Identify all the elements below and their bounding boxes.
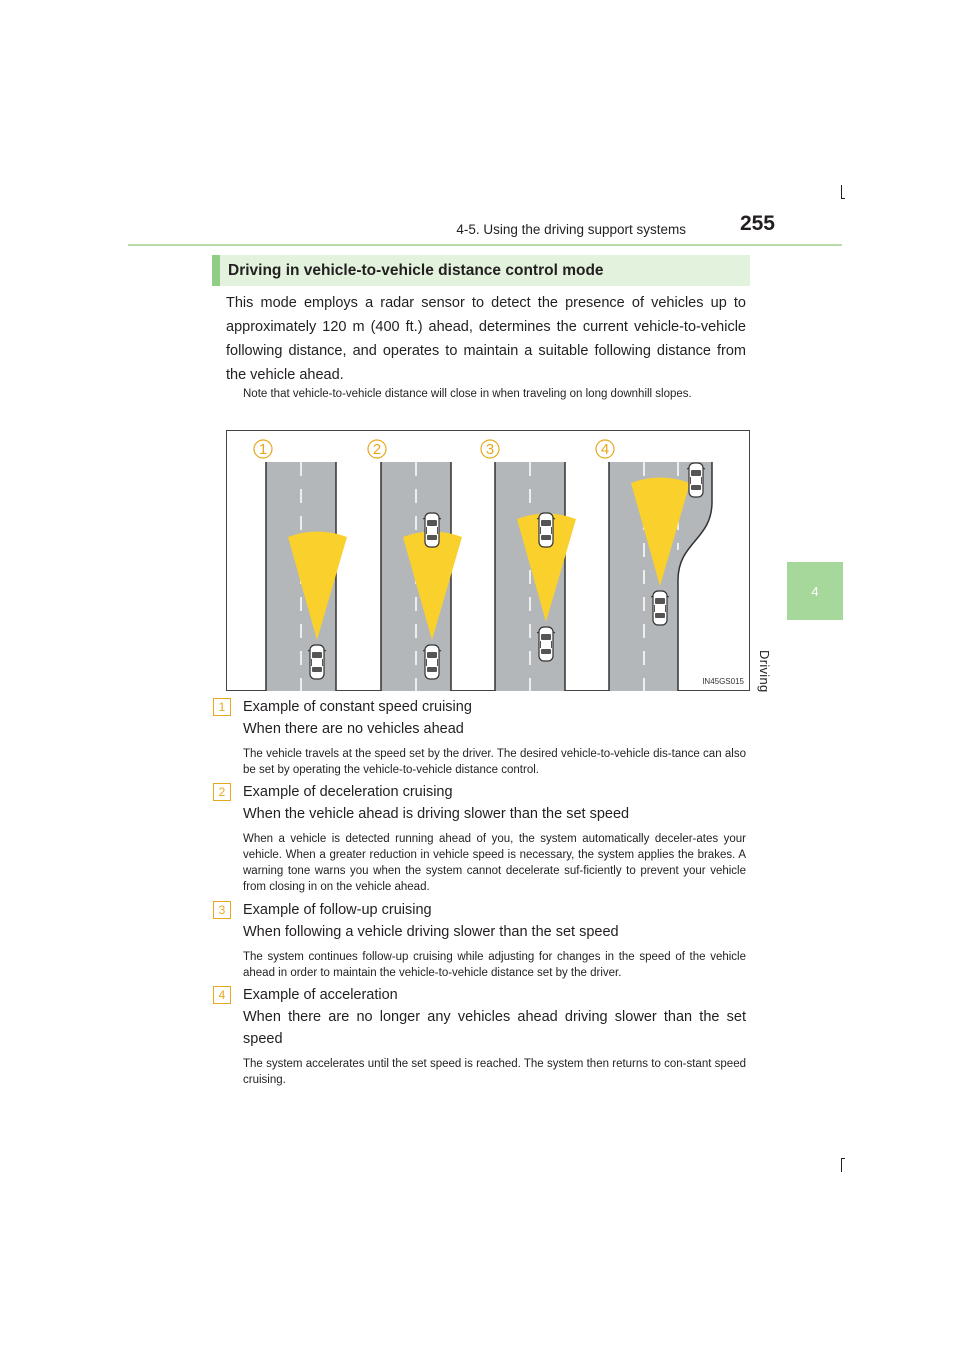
- item-description: The system continues follow-up cruising while adjusting for changes in the speed of the vehicle ahead in order to maintain the vehicle-to-vehicle distance set by the driver.: [243, 951, 746, 979]
- header-rule: [128, 244, 842, 246]
- item-description: The vehicle travels at the speed set by the driver. The desired vehicle-to-vehicle dis-tance can also be set by operating the vehicle-to-vehicle distance control.: [243, 748, 746, 776]
- item-number-badge: 2: [213, 783, 231, 801]
- list-item: [213, 697, 746, 778]
- item-condition: When following a vehicle driving slower than the set speed: [243, 924, 619, 940]
- item-title: Example of deceleration cruising: [243, 784, 453, 800]
- intro-note: Note that vehicle-to-vehicle distance will close in when traveling on long downhill slopes.: [243, 388, 692, 400]
- vehicle-changed-lane-4: [687, 463, 705, 497]
- panel-4-number: 4: [600, 441, 610, 458]
- list-item: [213, 985, 746, 1088]
- panel-3-number: 3: [485, 441, 495, 458]
- page-number: 255: [739, 212, 775, 235]
- running-header: 4-5. Using the driving support systems: [456, 222, 686, 237]
- panel-3: [481, 440, 576, 691]
- intro-paragraph: This mode employs a radar sensor to detect the presence of vehicles up to approximately 120 m (400 ft.) ahead, determines the current vehicle-to-vehicle following distance, and operates to maintain a suitable following distance from the vehicle ahead.: [226, 295, 746, 383]
- radar-cruise-illustration: [226, 430, 750, 691]
- crop-mark-top: [841, 185, 842, 199]
- own-vehicle-1: [308, 645, 326, 679]
- item-description: When a vehicle is detected running ahead of you, the system automatically deceler-ates your vehicle. When a greater reduction in vehicle speed is necessary, the system applies the brakes. A warning tone warns you when the system cannot decelerate suf-ficiently to prevent your vehicle from closing in on the vehicle ahead.: [243, 833, 746, 893]
- item-number-badge: 1: [213, 698, 231, 716]
- vehicle-ahead-3: [537, 513, 555, 547]
- crop-mark-bottom-tick: [841, 1158, 845, 1159]
- panel-1-number: 1: [258, 441, 268, 458]
- chapter-label: Driving: [757, 650, 772, 693]
- crop-mark-top-tick: [841, 198, 845, 199]
- list-item: [213, 900, 746, 981]
- panel-1: [254, 440, 347, 691]
- crop-mark-bottom: [841, 1158, 842, 1172]
- panel-2-number: 2: [372, 441, 382, 458]
- item-condition: When there are no vehicles ahead: [243, 721, 464, 737]
- item-title: Example of constant speed cruising: [243, 699, 472, 715]
- list-item: [213, 782, 746, 895]
- own-vehicle-3: [537, 627, 555, 661]
- chapter-number: 4: [811, 583, 819, 599]
- section-heading: Driving in vehicle-to-vehicle distance control mode: [212, 255, 750, 286]
- item-condition: When the vehicle ahead is driving slower than the set speed: [243, 806, 630, 822]
- figure-code: IN45GS015: [702, 677, 744, 686]
- own-vehicle-2: [423, 645, 441, 679]
- item-title: Example of follow-up cruising: [243, 902, 432, 918]
- own-vehicle-4: [651, 591, 669, 625]
- item-number-badge: 4: [213, 986, 231, 1004]
- chapter-tab: [787, 562, 843, 620]
- vehicle-ahead-2: [423, 513, 441, 547]
- item-title: Example of acceleration: [243, 987, 398, 1003]
- item-description: The system accelerates until the set speed is reached. The system then returns to con-stant speed cruising.: [243, 1058, 746, 1086]
- panel-2: [368, 440, 462, 691]
- item-number-badge: 3: [213, 901, 231, 919]
- item-condition: When there are no longer any vehicles ahead driving slower than the set speed: [243, 1009, 746, 1047]
